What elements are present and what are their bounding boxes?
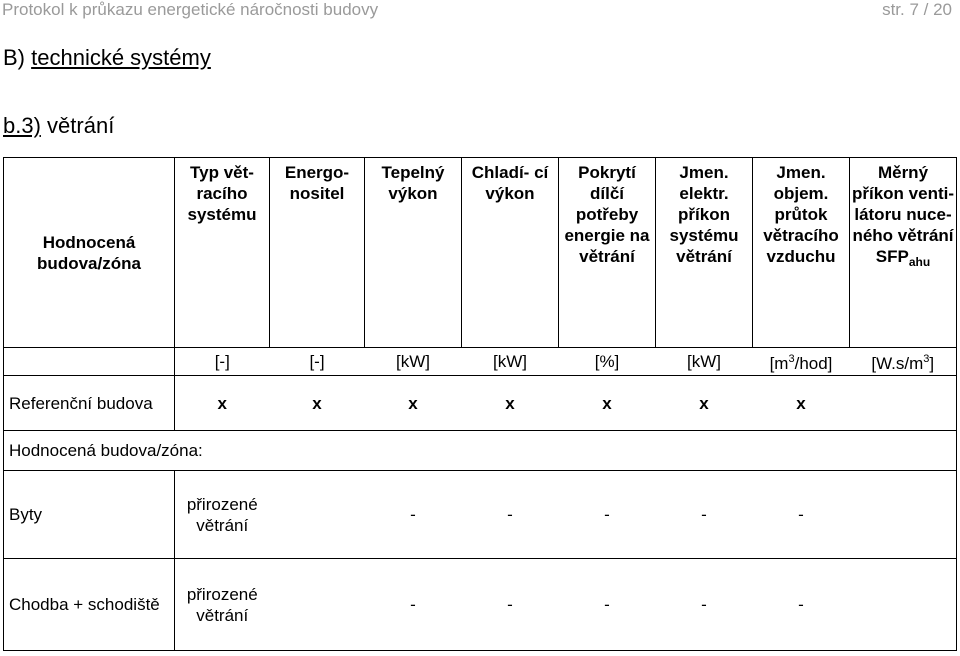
row-value: - [656, 471, 753, 559]
reference-value: x [753, 376, 850, 431]
row-value: - [462, 471, 559, 559]
unit-cell: [kW] [656, 348, 753, 376]
col-header: Pokrytí dílčí potřeby energie na větrání [559, 158, 656, 348]
page-number: str. 7 / 20 [882, 0, 952, 19]
row-value: - [559, 559, 656, 651]
unit-cell-sfp [850, 348, 957, 376]
col-header: Typ vět- racího systému [175, 158, 270, 348]
unit-sup: 3 [923, 353, 930, 365]
ventilation-table [3, 157, 957, 651]
section-name: technické systémy [31, 45, 211, 70]
unit-cell: [kW] [462, 348, 559, 376]
corner-label: Hodnocená budova/zóna [4, 158, 175, 348]
unit-text: [W.s/m [871, 354, 924, 373]
reference-value: x [175, 376, 270, 431]
row-value: - [365, 471, 462, 559]
row-value: - [559, 471, 656, 559]
subsection-prefix: b.3) [3, 113, 41, 138]
row-empty [270, 559, 365, 651]
reference-value: x [365, 376, 462, 431]
reference-value: x [462, 376, 559, 431]
unit-cell-flow [753, 348, 850, 376]
units-corner [4, 348, 175, 376]
row-label: Chodba + schodiště [4, 559, 175, 651]
col-header: Tepelný výkon [365, 158, 462, 348]
unit-text: ] [929, 354, 935, 373]
col-header-sfp [850, 158, 957, 348]
row-label: Byty [4, 471, 175, 559]
subsection-title [3, 113, 114, 139]
col-header: Jmen. objem. průtok větracího vzduchu [753, 158, 850, 348]
row-type: přirozené větrání [175, 559, 270, 651]
reference-value: x [656, 376, 753, 431]
row-value: - [462, 559, 559, 651]
row-empty [270, 471, 365, 559]
unit-cell: [kW] [365, 348, 462, 376]
row-value: - [753, 471, 850, 559]
reference-label: Referenční budova [4, 376, 175, 431]
unit-text: /hod] [794, 354, 833, 373]
col-header: Jmen. elektr. příkon systému větrání [656, 158, 753, 348]
reference-value: x [559, 376, 656, 431]
zone-heading: Hodnocená budova/zóna: [4, 431, 957, 471]
reference-value-empty [850, 376, 957, 431]
unit-cell: [%] [559, 348, 656, 376]
unit-cell: [-] [270, 348, 365, 376]
col-header-subscript: ahu [908, 255, 931, 269]
section-prefix: B) [3, 45, 25, 70]
section-title [3, 45, 211, 71]
row-value: - [656, 559, 753, 651]
row-empty [850, 471, 957, 559]
col-header-label: Měrný příkon venti- látoru nuce- ného větrání SFP [851, 163, 954, 266]
row-empty [850, 559, 957, 651]
col-header: Chladí- cí výkon [462, 158, 559, 348]
row-type: přirozené větrání [175, 471, 270, 559]
col-header: Energo- nositel [270, 158, 365, 348]
subsection-name: větrání [47, 113, 115, 138]
unit-sup: 3 [788, 353, 795, 365]
document-header-title: Protokol k průkazu energetické náročnosti budovy [2, 0, 379, 19]
row-value: - [753, 559, 850, 651]
row-value: - [365, 559, 462, 651]
unit-cell: [-] [175, 348, 270, 376]
unit-text: [m [769, 354, 789, 373]
reference-value: x [270, 376, 365, 431]
